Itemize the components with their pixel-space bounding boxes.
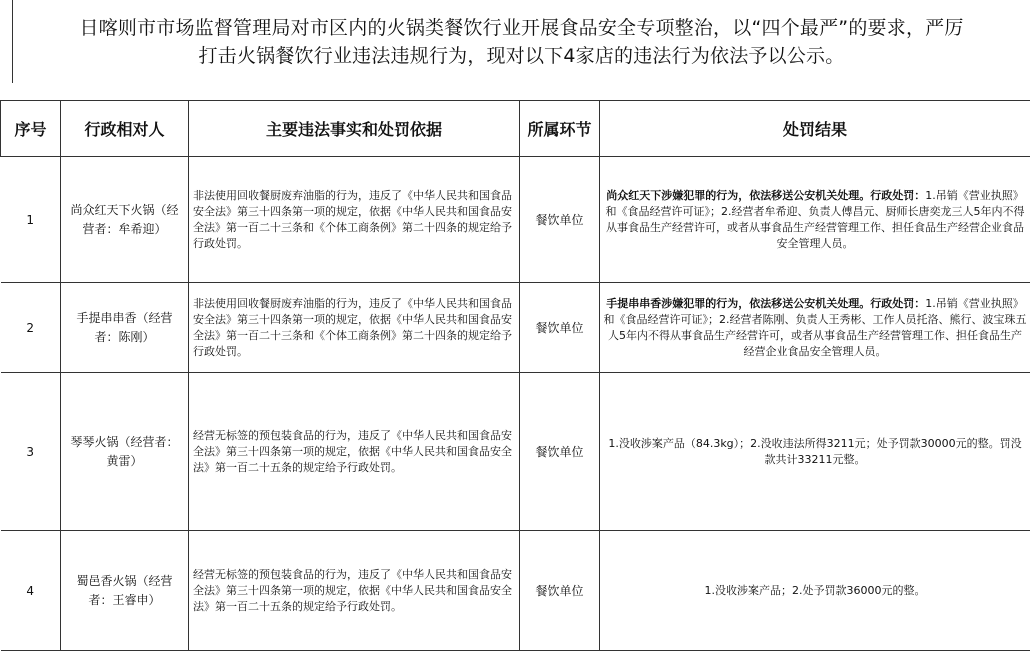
row-facts: 经营无标签的预包装食品的行为，违反了《中华人民共和国食品安全法》第三十四条第一项的规定，依据《中华人民共和国食品安全法》第一百二十五条的规定给予行政处罚。 — [189, 531, 520, 651]
table-row — [1, 531, 1030, 651]
col-header-seq: 序号 — [1, 101, 61, 157]
row-party: 蜀邑香火锅（经营者：王睿申） — [61, 531, 189, 651]
col-header-facts: 主要违法事实和处罚依据 — [189, 101, 520, 157]
row-result-bold: 尚众红天下涉嫌犯罪的行为，依法移送公安机关处理。行政处罚： — [606, 188, 926, 202]
row-party: 琴琴火锅（经营者：黄雷） — [61, 373, 189, 531]
row-result — [600, 531, 1030, 651]
row-result — [600, 283, 1030, 373]
row-stage: 餐饮单位 — [520, 283, 600, 373]
col-header-party: 行政相对人 — [61, 101, 189, 157]
row-result — [600, 157, 1030, 283]
row-seq: 3 — [1, 373, 61, 531]
notice-header — [12, 0, 1030, 83]
row-seq: 2 — [1, 283, 61, 373]
row-seq: 1 — [1, 157, 61, 283]
col-header-result: 处罚结果 — [600, 101, 1030, 157]
row-facts: 非法使用回收餐厨废弃油脂的行为，违反了《中华人民共和国食品安全法》第三十四条第一项的规定，依据《中华人民共和国食品安全法》第一百二十三条和《个体工商条例》第二十四条的规定给予行政处罚。 — [189, 283, 520, 373]
col-header-stage: 所属环节 — [520, 101, 600, 157]
table-row — [1, 157, 1030, 283]
row-stage: 餐饮单位 — [520, 531, 600, 651]
notice-line-2: 打击火锅餐饮行业违法违规行为，现对以下4家店的违法行为依法予以公示。 — [198, 44, 845, 67]
row-facts: 经营无标签的预包装食品的行为，违反了《中华人民共和国食品安全法》第三十四条第一项的规定，依据《中华人民共和国食品安全法》第一百二十五条的规定给予行政处罚。 — [189, 373, 520, 531]
row-result — [600, 373, 1030, 531]
row-result-text: 1.吊销《营业执照》和《食品经营许可证》；2.经营者牟希迎、负责人傅昌元、厨师长唐奕龙三人5年内不得从事食品生产经营许可，或者从事食品生产经营管理工作、担任食品生产经营企业食品安全管理人员。 — [605, 188, 1025, 250]
table-row — [1, 373, 1030, 531]
row-seq: 4 — [1, 531, 61, 651]
table-header-row — [1, 101, 1030, 157]
row-facts: 非法使用回收餐厨废弃油脂的行为，违反了《中华人民共和国食品安全法》第三十四条第一项的规定，依据《中华人民共和国食品安全法》第一百二十三条和《个体工商条例》第二十四条的规定给予行政处罚。 — [189, 157, 520, 283]
table-row — [1, 283, 1030, 373]
row-result-text: 1.吊销《营业执照》和《食品经营许可证》；2.经营者陈刚、负责人王秀彬、工作人员托洛、熊行、波宝珠五人5年内不得从事食品生产经营许可，或者从事食品生产经营管理工作、担任食品生产经营企业食品安全管理人员。 — [603, 296, 1027, 358]
row-stage: 餐饮单位 — [520, 373, 600, 531]
row-result-bold: 手提串串香涉嫌犯罪的行为，依法移送公安机关处理。行政处罚： — [606, 296, 926, 310]
row-stage: 餐饮单位 — [520, 157, 600, 283]
row-party: 手提串串香（经营者：陈刚） — [61, 283, 189, 373]
row-party: 尚众红天下火锅（经营者：牟希迎） — [61, 157, 189, 283]
row-result-text: 1.没收涉案产品；2.处予罚款36000元的整。 — [704, 583, 926, 597]
notice-line-1: 日喀则市市场监督管理局对市区内的火锅类餐饮行业开展食品安全专项整治，以“四个最严”的要求，严厉 — [79, 16, 964, 39]
penalty-table — [0, 100, 1030, 651]
row-result-text: 1.没收涉案产品（84.3kg）；2.没收违法所得3211元；处予罚款30000元的整。罚没款共计33211元整。 — [608, 436, 1022, 466]
